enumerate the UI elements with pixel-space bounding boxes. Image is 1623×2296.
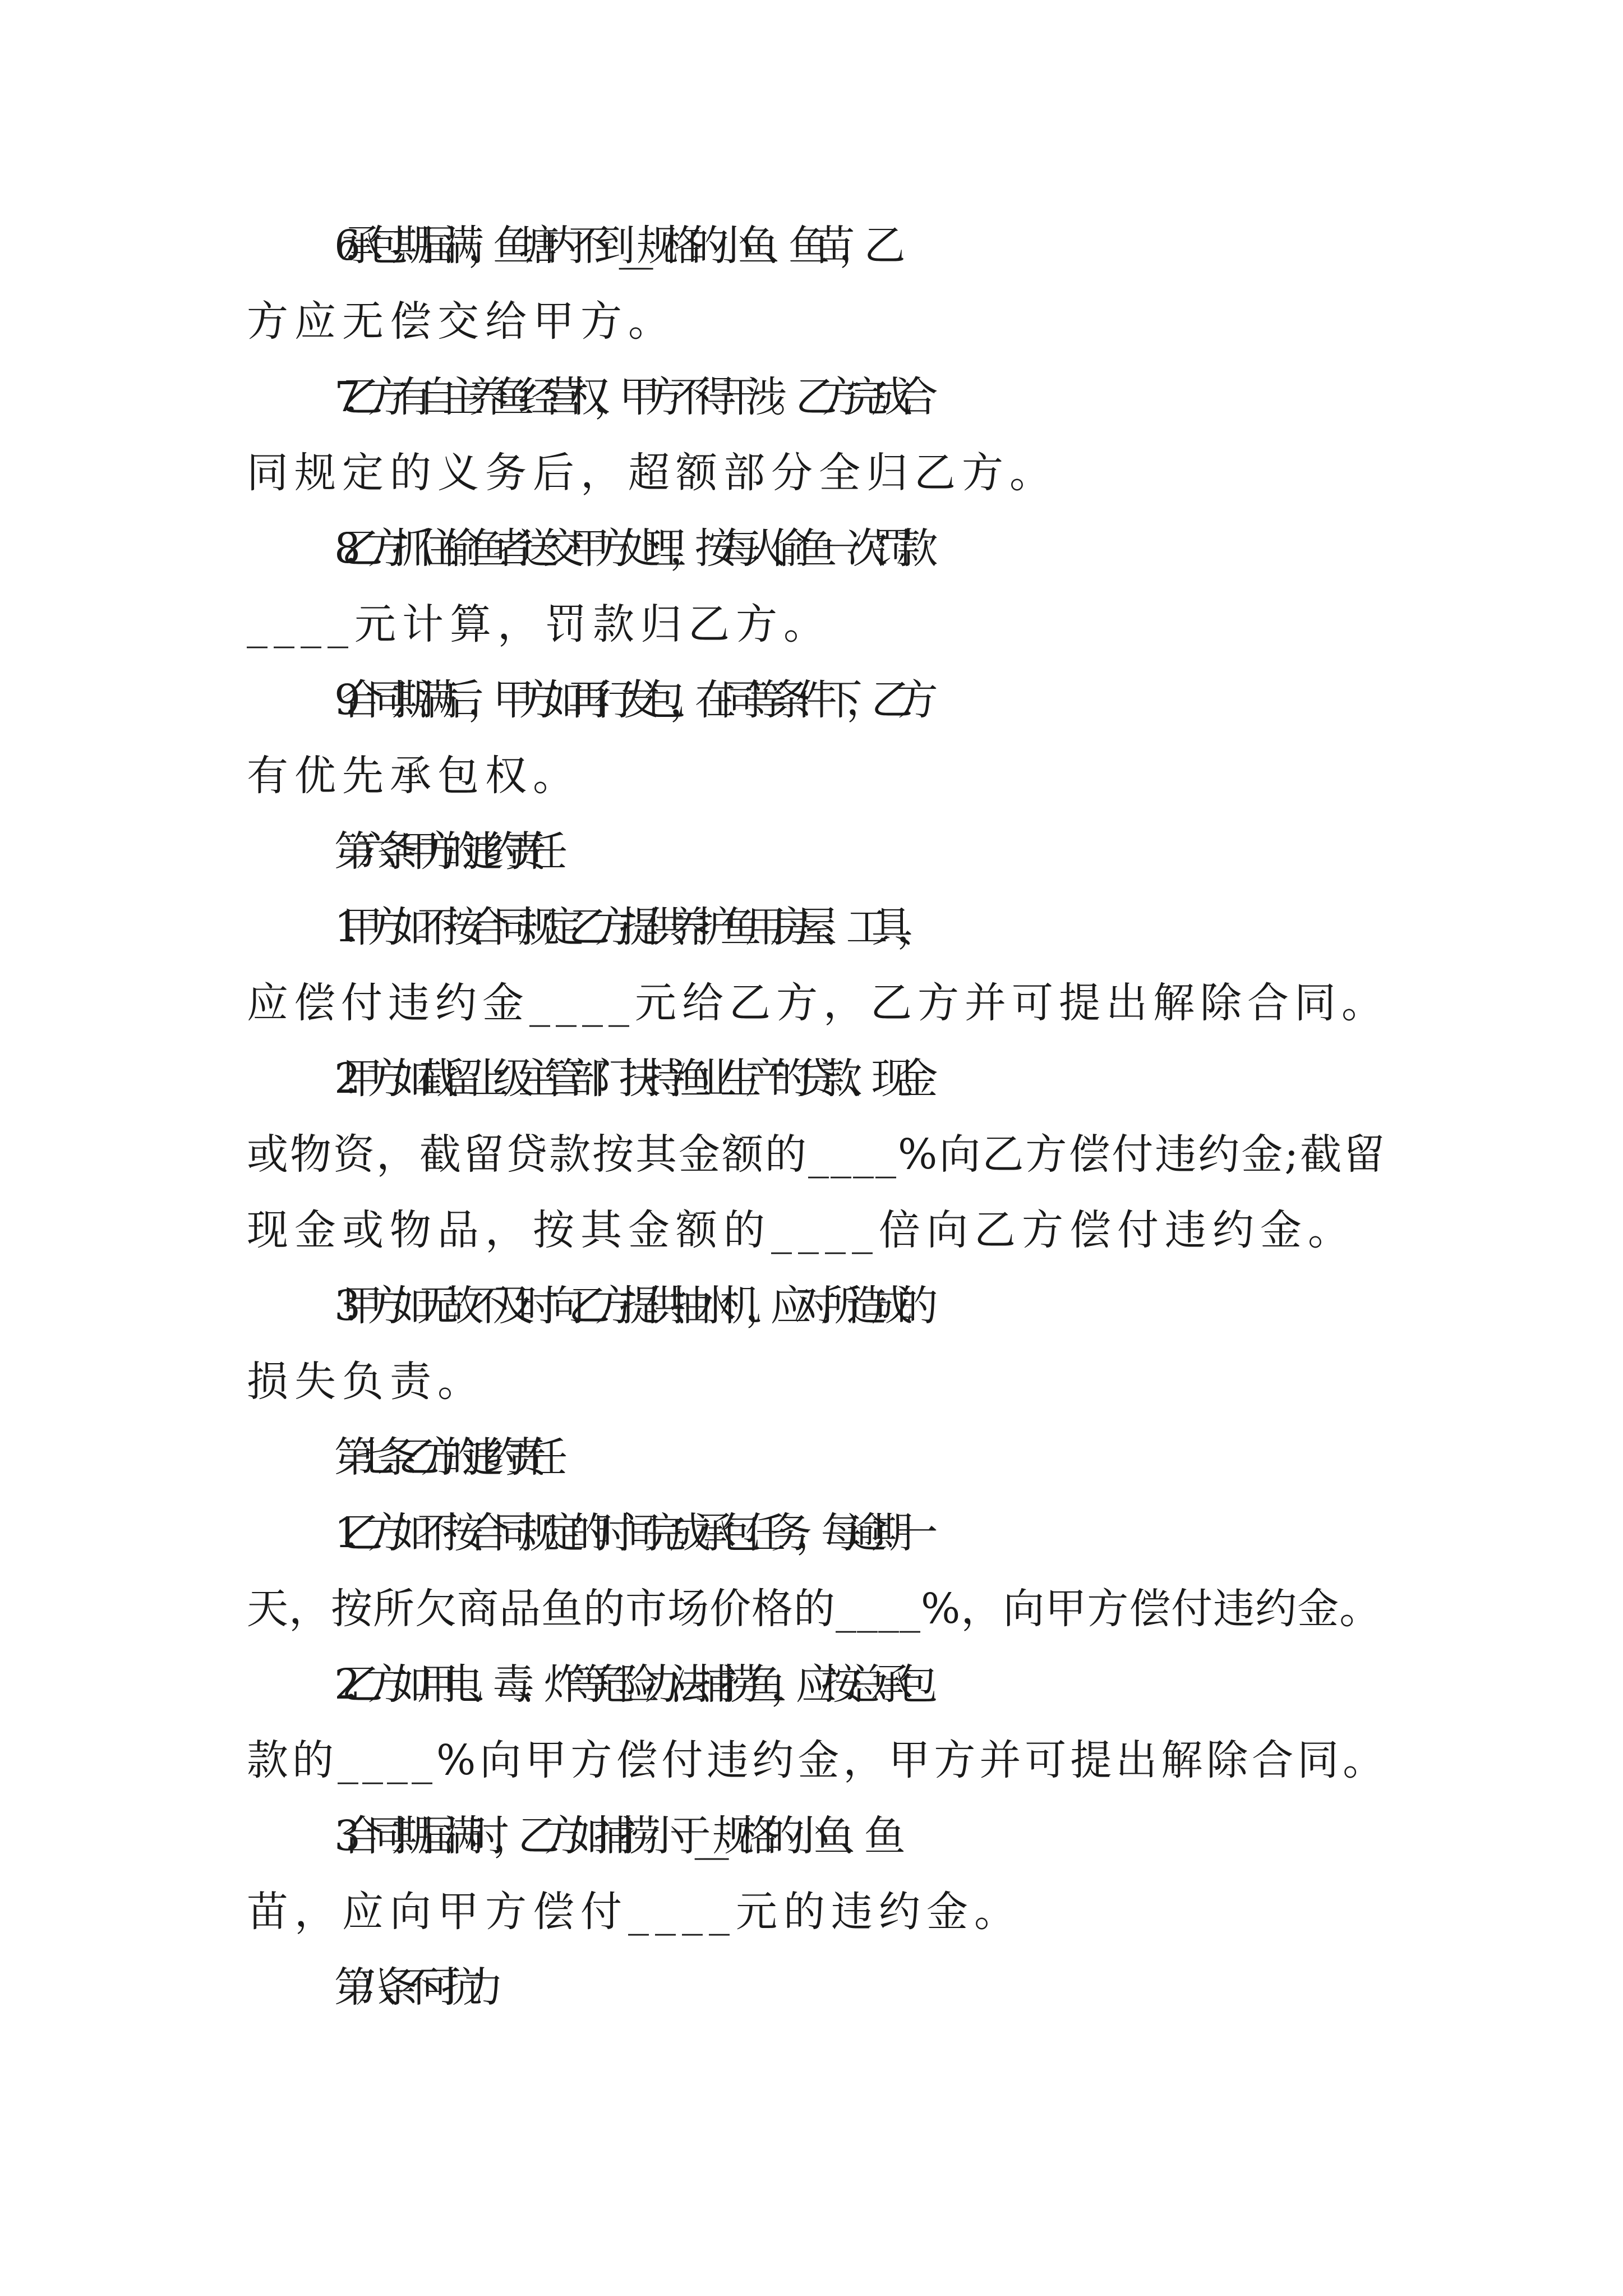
clause-6-line-1: 6.承包期届满，鱼塘内不到____规格的小鱼、鱼苗，乙 (334, 222, 889, 270)
article-6-item-2-line-1: 2.甲方如截留上级主管部门扶持渔业生产的贷款、现金 (334, 1055, 922, 1103)
article-6-item-3-line-2: 损失负责。 (247, 1358, 485, 1406)
article-6-item-1-line-2: 应偿付违约金____元给乙方，乙方并可提出解除合同。 (247, 979, 1389, 1027)
article-6-item-2-line-2: 或物资，截留贷款按其金额的____%向乙方偿付违约金;截留 (247, 1130, 1387, 1179)
article-6-item-2-line-3: 现金或物品，按其金额的____倍向乙方偿付违约金。 (247, 1206, 1355, 1254)
clause-9-line-2: 有优先承包权。 (247, 752, 580, 800)
article-6-item-1-line-1: 1.甲方如不按合同规定乙方提供养护鱼用房屋、工具， (334, 903, 922, 951)
article-7-item-3-line-2: 苗，应向甲方偿付____元的违约金。 (247, 1888, 1022, 1936)
clause-9-line-1: 9.合同期满后，甲方如再行发包，在同等条件下，乙方 (334, 676, 922, 724)
clause-8-line-2: ____元计算，罚款归乙方。 (247, 600, 831, 648)
article-7-item-2-line-2: 款的____%向甲方偿付违约金，甲方并可提出解除合同。 (247, 1736, 1389, 1784)
clause-7-line-2: 同规定的义务后，超额部分全归乙方。 (247, 449, 1057, 497)
article-7-item-1-line-2: 天，按所欠商品鱼的市场价格的____%，向甲方偿付违约金。 (247, 1585, 1382, 1633)
article-7-item-1-line-1: 1.乙方如不按合同规定的时间完成承包任务，每逾期一 (334, 1509, 922, 1557)
clause-8-line-1: 8.乙方抓住偷鱼者送交甲方处理，按每人偷鱼一次罚款 (334, 524, 922, 573)
clause-7-line-1: 7.乙方有自主养鱼经营权，甲方不得干涉。乙方完成合 (334, 373, 922, 421)
article-6-item-3-line-1: 3.甲方如无故不及时向乙方提供抽水机，应对所造成的 (334, 1282, 922, 1330)
article-8-heading: 第八条不可抗力 (334, 1963, 483, 2012)
article-7-item-3-line-1: 3.合同期届满时，乙方如捕捞小于____规格的小鱼、鱼 (334, 1812, 889, 1860)
article-6-heading: 第六条甲方的违约责任 (334, 827, 547, 876)
clause-6-line-2: 方应无偿交给甲方。 (247, 297, 676, 346)
article-7-heading: 第七条乙方的违约责任 (334, 1433, 547, 1481)
article-7-item-2-line-1: 2.乙方如用电、毒、炸等危险办法捕捞鱼，应按总承包 (334, 1660, 922, 1709)
